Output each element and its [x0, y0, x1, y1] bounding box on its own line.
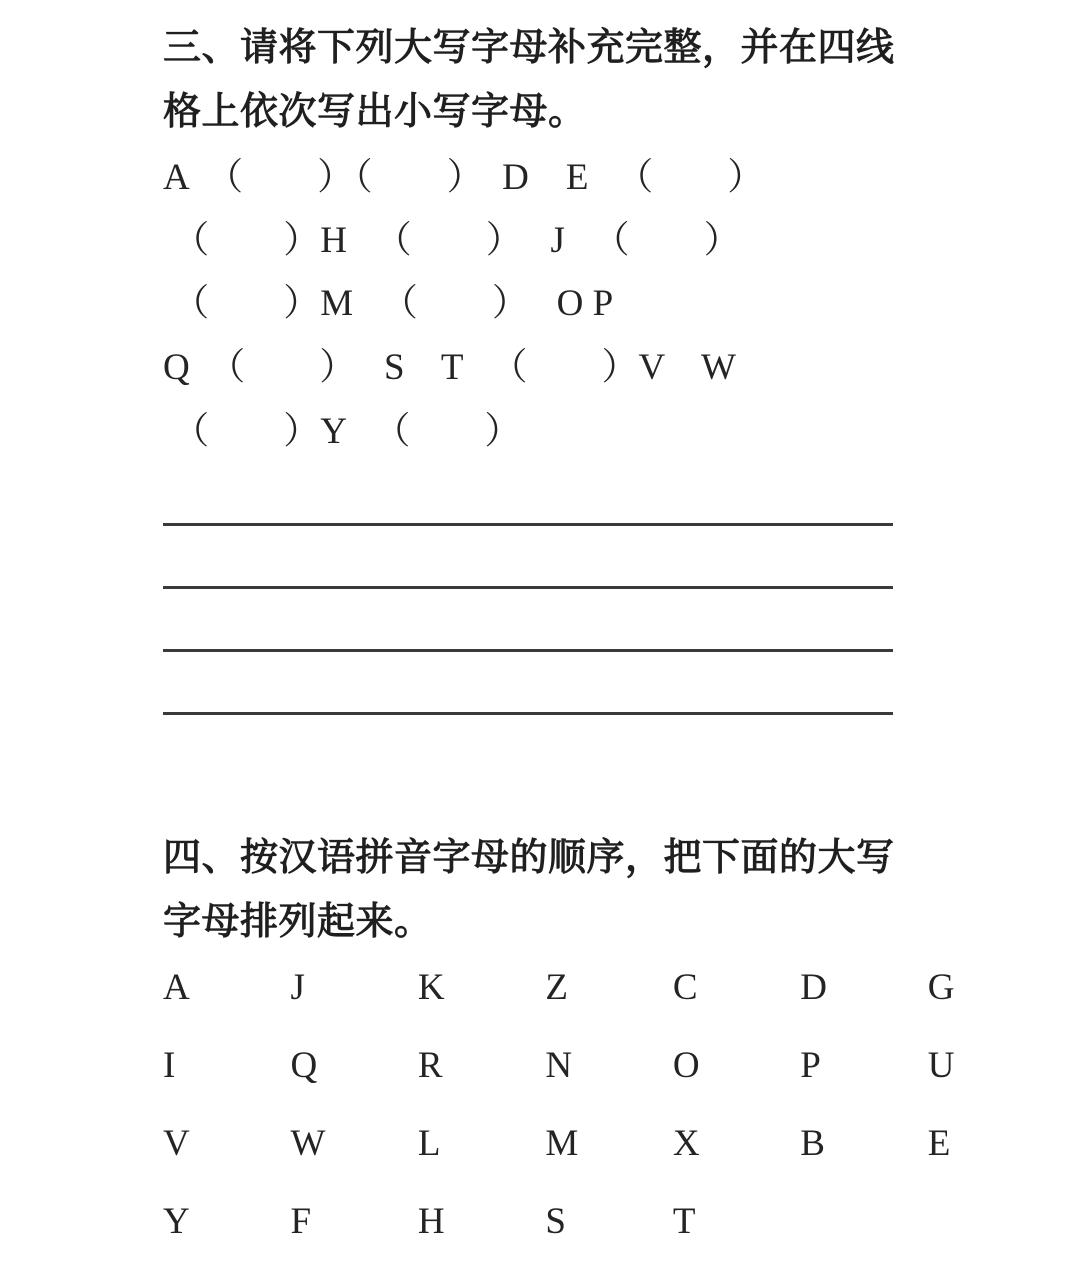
- letter-cell: I: [163, 1045, 176, 1086]
- letter-cell: B: [800, 1123, 825, 1164]
- letter-cell: A: [163, 967, 190, 1008]
- section-four-heading: 四、按汉语拼音字母的顺序，把下面的大写字母排列起来。: [163, 837, 895, 943]
- letter-cell: G: [927, 967, 955, 1008]
- letter-grid-row: [163, 1119, 951, 1197]
- letter-grid: [163, 963, 955, 1275]
- letter-cell: K: [417, 967, 445, 1008]
- fill-in-row-2: （ ）H （ ） J （ ）: [163, 220, 741, 261]
- letter-cell: T: [672, 1201, 696, 1242]
- letter-cell: P: [800, 1045, 821, 1086]
- letter-cell: V: [163, 1123, 190, 1164]
- fill-in-row-1: A （ ）（ ） D E （ ）: [163, 157, 765, 198]
- writing-line-4: [163, 712, 893, 715]
- letter-cell: L: [417, 1123, 441, 1164]
- letter-cell: X: [672, 1123, 700, 1164]
- letter-cell: E: [927, 1123, 951, 1164]
- fill-in-row-5: （ ）Y （ ）: [163, 411, 522, 452]
- letter-cell: Z: [545, 967, 568, 1008]
- letter-cell: Q: [290, 1045, 318, 1086]
- letter-cell: M: [545, 1123, 579, 1164]
- letter-cell: U: [927, 1045, 955, 1086]
- fill-in-row-4: Q （ ） S T （ ）V W: [163, 347, 736, 388]
- letter-cell: D: [800, 967, 827, 1008]
- letter-cell: O: [672, 1045, 700, 1086]
- fill-in-row-3: （ ）M （ ） O P: [163, 283, 614, 324]
- letter-cell: Y: [163, 1201, 190, 1242]
- letter-grid-row: [163, 1197, 923, 1275]
- letter-cell: F: [290, 1201, 312, 1242]
- writing-line-1: [163, 523, 893, 526]
- letter-cell: C: [672, 967, 698, 1008]
- letter-grid-row: [163, 1041, 955, 1119]
- writing-line-3: [163, 649, 893, 652]
- letter-cell: N: [545, 1045, 573, 1086]
- letter-cell: W: [290, 1123, 326, 1164]
- section-three-heading: 三、请将下列大写字母补充完整，并在四线格上依次写出小写字母。: [163, 27, 895, 133]
- letter-grid-row: [163, 963, 955, 1041]
- letter-cell: S: [545, 1201, 566, 1242]
- writing-line-2: [163, 586, 893, 589]
- letter-cell: J: [290, 967, 305, 1008]
- letter-cell: R: [417, 1045, 443, 1086]
- letter-cell: H: [417, 1201, 445, 1242]
